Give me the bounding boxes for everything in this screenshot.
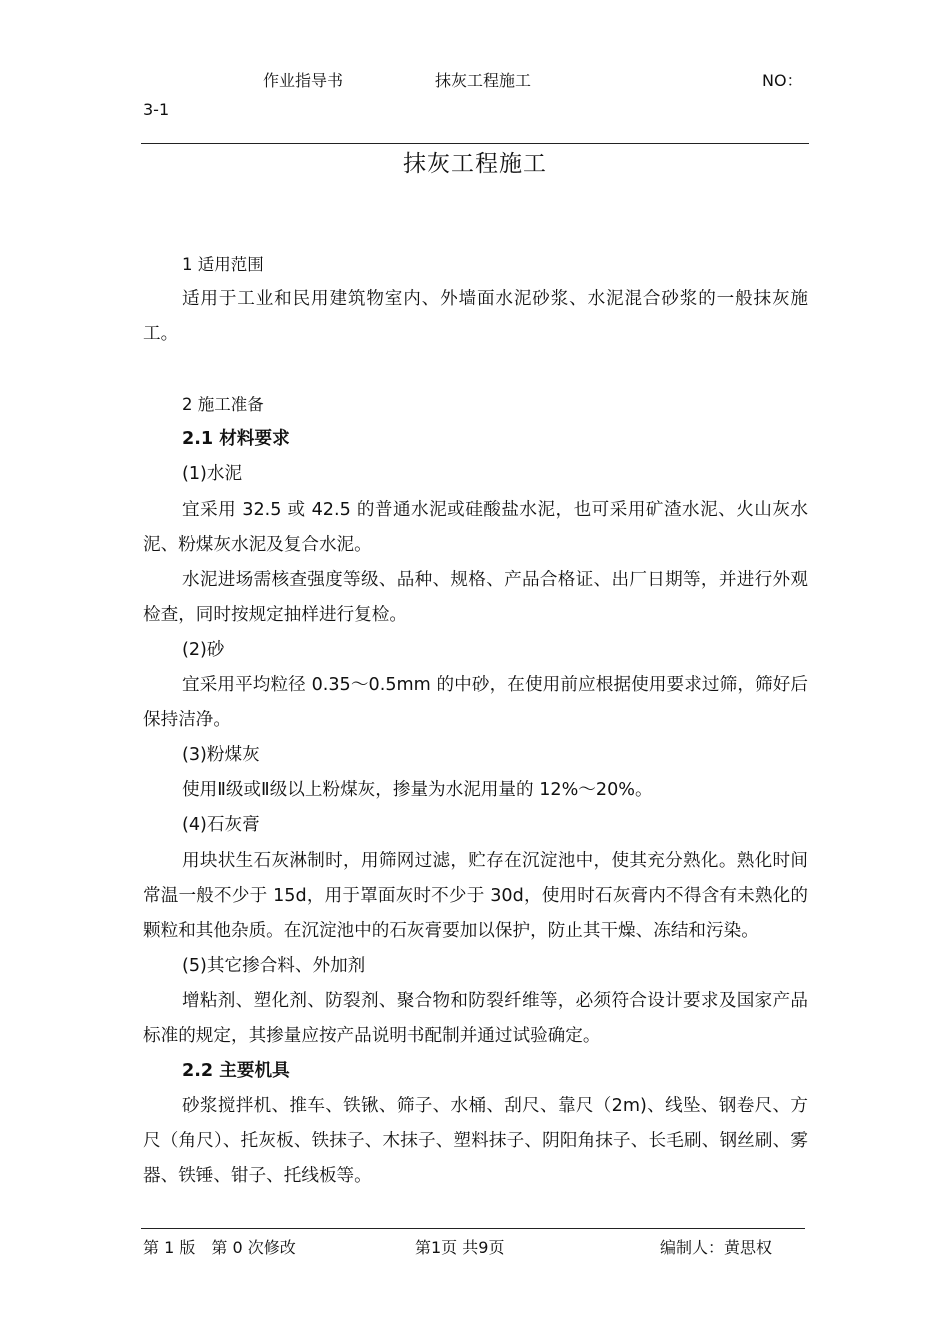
section-1-heading: 1 适用范围	[182, 255, 264, 274]
lime-heading: (4)石灰膏	[182, 815, 260, 836]
flyash-heading: (3)粉煤灰	[182, 745, 260, 766]
footer-author: 编制人：黄思权	[660, 1238, 773, 1257]
admixture-paragraph-1: 增粘剂、塑化剂、防裂剂、聚合物和防裂纤维等，必须符合设计要求及国家产品标准的规定，其掺量应按产品说明书配制并通过试验确定。	[143, 990, 808, 1046]
section-2-heading: 2 施工准备	[182, 395, 264, 415]
header-doc-name: 抹灰工程施工	[435, 71, 532, 90]
header-doc-type: 作业指导书	[263, 71, 344, 90]
lime-paragraph-1: 用块状生石灰淋制时，用筛网过滤，贮存在沉淀池中，使其充分熟化。熟化时间常温一般不少于 15d，用于罩面灰时不少于 30d，使用时石灰膏内不得含有未熟化的颗粒和其他杂质。在沉淀池中的石灰膏要加以保护，防止其干燥、冻结和污染。	[143, 850, 808, 941]
flyash-paragraph-1: 使用Ⅱ级或Ⅱ级以上粉煤灰，掺量为水泥用量的 12%～20%。	[182, 780, 653, 801]
cement-heading: (1)水泥	[182, 464, 243, 485]
cement-paragraph-2: 水泥进场需核查强度等级、品种、规格、产品合格证、出厂日期等，并进行外观检查，同时按规定抽样进行复检。	[143, 569, 808, 625]
section-1-text: 适用于工业和民用建筑物室内、外墙面水泥砂浆、水泥混合砂浆的一般抹灰施工。	[143, 289, 808, 345]
document-body	[143, 247, 808, 1194]
tools-paragraph-1: 砂浆搅拌机、推车、铁锹、筛子、水桶、刮尺、靠尺（2m)、线坠、钢卷尺、方尺（角尺）、托灰板、铁抹子、木抹子、塑料抹子、阴阳角抹子、长毛刷、钢丝刷、雾器、铁锤、钳子、托线板等。	[143, 1096, 808, 1187]
header-divider	[141, 143, 809, 144]
footer-divider	[141, 1228, 805, 1229]
sand-heading: (2)砂	[182, 639, 225, 660]
footer-edition: 第 1 版 第 0 次修改	[143, 1238, 296, 1257]
header-no-label: NO：	[762, 71, 803, 90]
cement-paragraph-1: 宜采用 32.5 或 42.5 的普通水泥或硅酸盐水泥，也可采用矿渣水泥、火山灰水泥、粉煤灰水泥及复合水泥。	[143, 499, 808, 555]
footer-page-number: 第1页 共9页	[415, 1238, 505, 1257]
section-2-1-heading: 2.1 材料要求	[182, 429, 290, 450]
admixture-heading: (5)其它掺合料、外加剂	[182, 955, 366, 976]
header-no-value: 3-1	[143, 100, 170, 119]
page-title: 抹灰工程施工	[403, 151, 547, 177]
sand-paragraph-1: 宜采用平均粒径 0.35～0.5mm 的中砂，在使用前应根据使用要求过筛，筛好后保持洁净。	[143, 675, 808, 731]
paragraph-spacer	[143, 352, 808, 387]
section-2-2-heading: 2.2 主要机具	[182, 1061, 290, 1082]
